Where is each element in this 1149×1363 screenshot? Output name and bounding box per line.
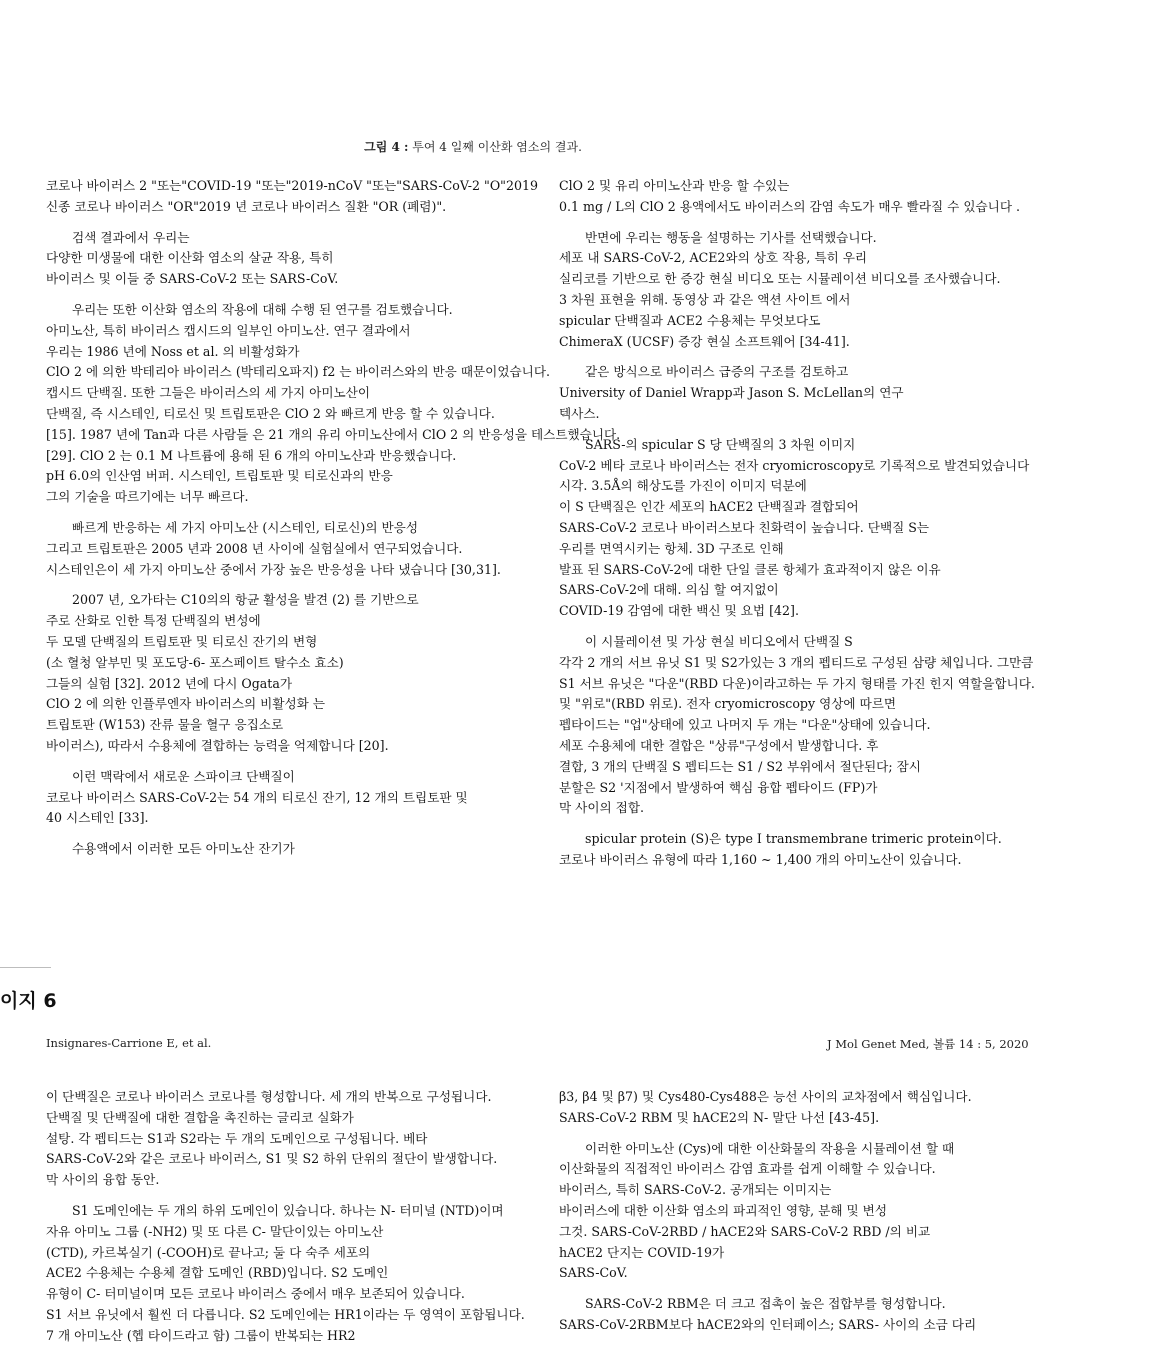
text-line: 설탕. 각 펩티드는 S1과 S2라는 두 개의 도메인으로 구성됩니다. 베타 xyxy=(46,1130,428,1146)
text-line: 바이러스, 특히 SARS-CoV-2. 공개되는 이미지는 xyxy=(559,1182,832,1198)
paragraph xyxy=(46,518,556,580)
text-line: 수용액에서 이러한 모든 아미노산 잔기가 xyxy=(72,841,295,857)
text-line: 아미노산, 특히 바이러스 캡시드의 일부인 아미노산. 연구 결과에서 xyxy=(46,322,411,338)
text-line: 자유 아미노 그룹 (-NH2) 및 또 다른 C- 말단이있는 아미노산 xyxy=(46,1223,384,1239)
text-line: 유형이 C- 터미널이며 모든 코로나 바이러스 중에서 매우 보존되어 있습니다. xyxy=(46,1286,465,1302)
text-line: 바이러스), 따라서 수용체에 결합하는 능력을 억제합니다 [20]. xyxy=(46,737,389,753)
paragraph xyxy=(46,767,556,829)
text-line: COVID-19 감염에 대한 백신 및 요법 [42]. xyxy=(559,603,799,619)
header-journal: J Mol Genet Med, 볼륨 14 : 5, 2020 xyxy=(827,1037,1029,1051)
text-line: ChimeraX (UCSF) 증강 현실 소프트웨어 [34-41]. xyxy=(559,333,850,349)
text-line: spicular 단백질과 ACE2 수용체는 무엇보다도 xyxy=(559,312,821,328)
text-line: 및 "위로"(RBD 위로). 전자 cryomicroscopy 영상에 따르면 xyxy=(559,696,897,712)
text-line: SARS-CoV-2 RBM은 더 크고 접촉이 높은 접합부를 형성합니다. xyxy=(585,1296,946,1312)
text-line: 시각. 3.5Å의 해상도를 가진이 이미지 덕분에 xyxy=(559,478,807,494)
text-line: S1 도메인에는 두 개의 하위 도메인이 있습니다. 하나는 N- 터미널 (NTD)이며 xyxy=(72,1202,504,1218)
text-line: 이런 맥락에서 새로운 스파이크 단백질이 xyxy=(72,768,295,784)
text-line: 7 개 아미노산 (헵 타이드라고 함) 그룹이 반복되는 HR2 xyxy=(46,1327,356,1343)
text-line: 코로나 바이러스 2 "또는"COVID-19 "또는"2019-nCoV "또는"SARS-CoV-2 "O"2019 xyxy=(46,178,539,193)
header-authors: Insignares-Carrione E, et al. xyxy=(46,1036,212,1050)
text-line: ClO 2 및 유리 아미노산과 반응 할 수있는 xyxy=(559,178,790,193)
page-divider xyxy=(0,967,51,968)
text-line: 막 사이의 접합. xyxy=(559,800,645,816)
paragraph xyxy=(559,1139,1119,1285)
text-line: 시스테인은이 세 가지 아미노산 중에서 가장 높은 반응성을 나타 냈습니다 [30,31]. xyxy=(46,561,501,577)
paragraph xyxy=(46,228,556,290)
text-line: 펩타이드는 "업"상태에 있고 나머지 두 개는 "다운"상태에 있습니다. xyxy=(559,717,931,733)
text-line: 그것. SARS-CoV-2RBD / hACE2와 SARS-CoV-2 RBD /의 비교 xyxy=(559,1223,931,1239)
text-line: 우리를 면역시키는 항체. 3D 구조로 인해 xyxy=(559,540,784,556)
paragraph xyxy=(559,362,1119,424)
paragraph xyxy=(559,228,1119,353)
bottom-right-column xyxy=(559,1087,1119,1346)
bottom-left-column xyxy=(46,1087,556,1357)
text-line: 텍사스. xyxy=(559,405,600,421)
text-line: 분할은 S2 '지점에서 발생하여 핵심 융합 펩타이드 (FP)가 xyxy=(559,779,878,795)
text-line: 단백질, 즉 시스테인, 티로신 및 트립토판은 ClO 2 와 빠르게 반응 할 수 있습니다. xyxy=(46,405,495,421)
text-line: SARS-CoV-2RBM보다 hACE2와의 인터페이스; SARS- 사이의 소금 다리 xyxy=(559,1316,977,1332)
text-line: University of Daniel Wrapp과 Jason S. McLellan의 연구 xyxy=(559,385,904,401)
text-line: SARS-의 spicular S 당 단백질의 3 차원 이미지 xyxy=(585,436,856,452)
text-line: 실리코를 기반으로 한 증강 현실 비디오 또는 시뮬레이션 비디오를 조사했습니다. xyxy=(559,271,1001,287)
paragraph xyxy=(559,435,1119,622)
text-line: 결합, 3 개의 단백질 S 펩티드는 S1 / S2 부위에서 절단된다; 잠시 xyxy=(559,758,921,774)
text-line: 같은 방식으로 바이러스 급증의 구조를 검토하고 xyxy=(585,364,849,380)
text-line: (소 혈청 알부민 및 포도당-6- 포스페이트 탈수소 효소) xyxy=(46,654,344,670)
text-line: (CTD), 카르복실기 (-COOH)로 끝나고; 둘 다 숙주 세포의 xyxy=(46,1244,371,1260)
text-line: 이 S 단백질은 인간 세포의 hACE2 단백질과 결합되어 xyxy=(559,499,859,515)
text-line: 2007 년, 오가타는 C10의의 항균 활성을 발견 (2) 를 기반으로 xyxy=(72,592,419,608)
text-line: CoV-2 베타 코로나 바이러스는 전자 cryomicroscopy로 기록적으로 발견되었습니다 xyxy=(559,457,1030,473)
text-line: ACE2 수용체는 수용체 결합 도메인 (RBD)입니다. S2 도메인 xyxy=(46,1265,389,1281)
text-line: ClO 2 에 의한 박테리아 바이러스 (박테리오파지) f2 는 바이러스와의 반응 때문이었습니다. xyxy=(46,364,551,380)
text-line: 빠르게 반응하는 세 가지 아미노산 (시스테인, 티로신)의 반응성 xyxy=(72,519,418,535)
text-line: 코로나 바이러스 SARS-CoV-2는 54 개의 티로신 잔기, 12 개의 트립토판 및 xyxy=(46,789,468,805)
text-line: 이 단백질은 코로나 바이러스 코로나를 형성합니다. 세 개의 반복으로 구성됩니다. xyxy=(46,1089,492,1104)
text-line: 0.1 mg / L의 ClO 2 용액에서도 바이러스의 감염 속도가 매우 빨라질 수 있습니다 . xyxy=(559,198,1020,214)
text-line: 그들의 실험 [32]. 2012 년에 다시 Ogata가 xyxy=(46,675,293,691)
text-line: SARS-CoV-2와 같은 코로나 바이러스, S1 및 S2 하위 단위의 절단이 발생합니다. xyxy=(46,1151,498,1167)
text-line: 세포 내 SARS-CoV-2, ACE2와의 상호 작용, 특히 우리 xyxy=(559,250,868,266)
text-line: 바이러스 및 이들 중 SARS-CoV-2 또는 SARS-CoV. xyxy=(46,271,339,287)
text-line: 이러한 아미노산 (Cys)에 대한 이산화물의 작용을 시뮬레이션 할 때 xyxy=(585,1140,955,1156)
text-line: 캡시드 단백질. 또한 그들은 바이러스의 세 가지 아미노산이 xyxy=(46,385,370,401)
paragraph xyxy=(46,176,556,218)
text-line: ClO 2 에 의한 인플루엔자 바이러스의 비활성화 는 xyxy=(46,696,326,712)
top-right-column xyxy=(559,176,1119,881)
paragraph xyxy=(559,1294,1119,1336)
text-line: 3 차원 표현을 위해. 동영상 과 같은 액션 사이트 에서 xyxy=(559,291,851,307)
figure-caption-label: 그림 4 : xyxy=(364,140,409,154)
text-line: [29]. ClO 2 는 0.1 M 나트륨에 용해 된 6 개의 아미노산과 반응했습니다. xyxy=(46,447,457,463)
text-line: 발표 된 SARS-CoV-2에 대한 단일 클론 항체가 효과적이지 않은 이유 xyxy=(559,561,941,577)
paragraph xyxy=(559,632,1119,819)
text-line: 신종 코로나 바이러스 "OR"2019 년 코로나 바이러스 질환 "OR (폐렴)". xyxy=(46,198,447,214)
paragraph xyxy=(46,839,556,860)
text-line: β3, β4 및 β7) 및 Cys480-Cys488은 능선 사이의 교차점에서 핵심입니다. xyxy=(559,1089,972,1104)
text-line: 두 모델 단백질의 트립토판 및 티로신 잔기의 변형 xyxy=(46,633,318,649)
text-line: 트립토판 (W153) 잔류 물을 혈구 응집소로 xyxy=(46,717,284,733)
text-line: S1 서브 유닛에서 훨씬 더 다릅니다. S2 도메인에는 HR1이라는 두 영역이 포함됩니다. xyxy=(46,1306,525,1322)
text-line: 우리는 1986 년에 Noss et al. 의 비활성화가 xyxy=(46,343,300,359)
text-line: 반면에 우리는 행동을 설명하는 기사를 선택했습니다. xyxy=(585,229,877,245)
text-line: 검색 결과에서 우리는 xyxy=(72,229,190,245)
figure-caption-text: 투여 4 일째 이산화 염소의 결과. xyxy=(408,140,582,154)
text-line: SARS-CoV. xyxy=(559,1265,628,1281)
text-line: 우리는 또한 이산화 염소의 작용에 대해 수행 된 연구를 검토했습니다. xyxy=(72,301,453,317)
text-line: SARS-CoV-2 코로나 바이러스보다 친화력이 높습니다. 단백질 S는 xyxy=(559,519,930,535)
text-line: pH 6.0의 인산염 버퍼. 시스테인, 트립토판 및 티로신과의 반응 xyxy=(46,468,393,484)
text-line: hACE2 단지는 COVID-19가 xyxy=(559,1244,725,1260)
text-line: SARS-CoV-2에 대해. 의심 할 여지없이 xyxy=(559,582,779,598)
text-line: 단백질 및 단백질에 대한 결합을 촉진하는 글리코 실화가 xyxy=(46,1109,354,1125)
paragraph xyxy=(559,176,1119,218)
page-label: 이지 6 xyxy=(0,990,57,1012)
text-line: 이 시뮬레이션 및 가상 현실 비디오에서 단백질 S xyxy=(585,633,853,649)
text-line: spicular protein (S)은 type I transmembrane trimeric protein이다. xyxy=(585,831,1002,847)
text-line: 이산화물의 직접적인 바이러스 감염 효과를 쉽게 이해할 수 있습니다. xyxy=(559,1161,936,1177)
paragraph xyxy=(559,829,1119,871)
paragraph xyxy=(559,1087,1119,1129)
text-line: 코로나 바이러스 유형에 따라 1,160 ~ 1,400 개의 아미노산이 있습니다. xyxy=(559,851,962,867)
figure-caption xyxy=(0,138,946,155)
text-line: 다양한 미생물에 대한 이산화 염소의 살균 작용, 특히 xyxy=(46,250,334,266)
text-line: 그의 기술을 따르기에는 너무 빠르다. xyxy=(46,489,249,505)
paragraph xyxy=(46,1087,556,1191)
text-line: 세포 수용체에 대한 결합은 "상류"구성에서 발생합니다. 후 xyxy=(559,737,879,753)
paragraph xyxy=(46,590,556,756)
text-line: [15]. 1987 년에 Tan과 다른 사람들 은 21 개의 유리 아미노산에서 ClO 2 의 반응성을 테스트했습니다. xyxy=(46,426,621,442)
text-line: 주로 산화로 인한 특정 단백질의 변성에 xyxy=(46,613,261,629)
text-line: S1 서브 유닛은 "다운"(RBD 다운)이라고하는 두 가지 형태를 가진 힌지 역할을합니다. xyxy=(559,675,1035,691)
text-line: SARS-CoV-2 RBM 및 hACE2의 N- 말단 나선 [43-45]. xyxy=(559,1109,880,1125)
paragraph xyxy=(46,1201,556,1347)
text-line: 막 사이의 융합 동안. xyxy=(46,1172,160,1188)
text-line: 각각 2 개의 서브 유닛 S1 및 S2가있는 3 개의 펩티드로 구성된 삼량 체입니다. 그만큼 xyxy=(559,654,1034,670)
text-line: 바이러스에 대한 이산화 염소의 파괴적인 영향, 분해 및 변성 xyxy=(559,1202,888,1218)
text-line: 그리고 트립토판은 2005 년과 2008 년 사이에 실험실에서 연구되었습니다. xyxy=(46,540,463,556)
text-line: 40 시스테인 [33]. xyxy=(46,810,149,826)
